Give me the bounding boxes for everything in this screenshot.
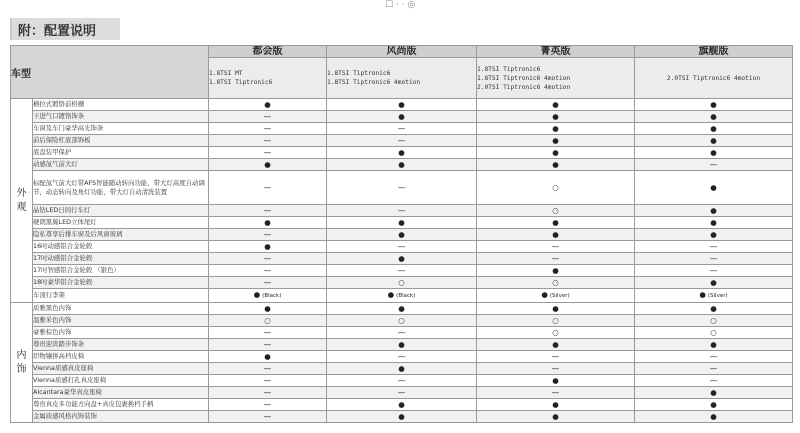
trim-header-row	[11, 46, 793, 58]
feature-availability: —	[209, 339, 327, 351]
trim-name: 旗舰版	[635, 46, 793, 58]
feature-availability: ●	[635, 99, 793, 111]
engine-list	[209, 58, 327, 99]
feature-row	[11, 253, 793, 265]
feature-name: Alcantara豪华真皮座椅	[33, 387, 209, 399]
feature-row	[11, 327, 793, 339]
feature-availability: ○	[327, 315, 477, 327]
feature-availability: ●	[635, 411, 793, 423]
feature-row	[11, 339, 793, 351]
feature-availability: —	[209, 111, 327, 123]
feature-availability: —	[477, 351, 635, 363]
feature-name: 17吋动感铝合金轮毂	[33, 253, 209, 265]
feature-availability: ●	[327, 111, 477, 123]
feature-name: 横拉式镀铬前格栅	[33, 99, 209, 111]
feature-availability: —	[327, 123, 477, 135]
feature-availability: ●	[327, 229, 477, 241]
feature-availability: ○	[327, 277, 477, 289]
engine-item: 2.0TSI Tiptronic6 4motion	[477, 83, 571, 91]
feature-availability: —	[635, 363, 793, 375]
category-char: 内	[16, 349, 27, 361]
feature-availability: —	[327, 387, 477, 399]
engine-item: 2.0TSI Tiptronic6 4motion	[666, 74, 761, 82]
feature-availability: ●	[327, 411, 477, 423]
feature-availability: ○	[635, 327, 793, 339]
feature-row	[11, 303, 793, 315]
feature-row	[11, 277, 793, 289]
feature-row	[11, 265, 793, 277]
feature-name: 前后保险杠底部饰板	[33, 135, 209, 147]
feature-name: 尊贵迎宾踏步饰条	[33, 339, 209, 351]
engine-item: 1.8TSI Tiptronic6	[477, 65, 541, 73]
feature-availability: ●	[209, 241, 327, 253]
feature-availability: —	[635, 159, 793, 171]
feature-availability: ●	[635, 217, 793, 229]
feature-availability: —	[327, 351, 477, 363]
feature-availability: ● (Black)	[327, 289, 477, 303]
feature-name: 动感氙气前大灯	[33, 159, 209, 171]
feature-row	[11, 289, 793, 303]
feature-name: 底盘装甲保护	[33, 147, 209, 159]
feature-row	[11, 315, 793, 327]
feature-availability: —	[635, 253, 793, 265]
feature-availability: ○	[477, 277, 635, 289]
feature-availability: ●	[327, 99, 477, 111]
feature-availability: ●	[477, 265, 635, 277]
feature-availability: ●	[635, 277, 793, 289]
feature-availability: ●	[635, 171, 793, 205]
feature-availability: —	[327, 205, 477, 217]
feature-row	[11, 375, 793, 387]
engine-item: 1.8TSI Tiptronic6	[327, 70, 391, 77]
feature-availability: —	[477, 387, 635, 399]
feature-availability: ●	[209, 159, 327, 171]
feature-availability: ●	[477, 339, 635, 351]
feature-availability: —	[209, 327, 327, 339]
feature-availability: ●	[635, 339, 793, 351]
feature-name: 尊贵真皮多功能方向盘+真皮包裹换档手柄	[33, 399, 209, 411]
feature-availability: ●	[477, 123, 635, 135]
feature-availability: —	[209, 265, 327, 277]
page-top-mark: ☐ · · ◎	[385, 0, 416, 10]
feature-availability: ●	[477, 135, 635, 147]
feature-availability: —	[327, 171, 477, 205]
feature-availability: ●	[477, 411, 635, 423]
feature-availability: —	[209, 135, 327, 147]
feature-availability: ●	[327, 147, 477, 159]
feature-availability: ●	[327, 339, 477, 351]
trim-name: 菁英版	[477, 46, 635, 58]
trim-name: 都会版	[209, 46, 327, 58]
category-char: 外	[16, 187, 27, 199]
feature-availability: ●	[327, 363, 477, 375]
category-char: 观	[16, 201, 27, 213]
feature-availability: —	[209, 229, 327, 241]
feature-availability: —	[209, 205, 327, 217]
feature-availability: ●	[327, 159, 477, 171]
feature-row	[11, 229, 793, 241]
feature-availability: ●	[477, 147, 635, 159]
feature-name: 晶钻LED日间行车灯	[33, 205, 209, 217]
configuration-table	[10, 45, 793, 423]
feature-availability: —	[327, 265, 477, 277]
engine-list	[635, 58, 793, 99]
feature-availability: ●	[477, 99, 635, 111]
engine-list	[477, 58, 635, 99]
feature-availability: ●	[327, 399, 477, 411]
feature-availability: ○	[635, 315, 793, 327]
feature-availability: —	[635, 375, 793, 387]
feature-availability: ●	[209, 99, 327, 111]
feature-availability: ○	[477, 315, 635, 327]
feature-row	[11, 351, 793, 363]
feature-availability: —	[209, 399, 327, 411]
feature-name: 金属质感风格内饰装饰	[33, 411, 209, 423]
feature-availability: ○	[477, 205, 635, 217]
feature-availability: —	[209, 277, 327, 289]
feature-availability: —	[209, 147, 327, 159]
feature-row	[11, 399, 793, 411]
feature-availability: —	[635, 241, 793, 253]
feature-availability: ●	[327, 303, 477, 315]
feature-row	[11, 171, 793, 205]
feature-availability: ●	[635, 123, 793, 135]
feature-row	[11, 217, 793, 229]
feature-name: 标配氙气前大灯带AFS智能随动转向功能，带大灯高度自动调节，动态转向及角灯功能，带大灯自动清洗装置	[33, 171, 209, 205]
engine-item: 1.8TSI Tiptronic6 4motion	[477, 74, 571, 82]
category-char: 饰	[16, 363, 27, 375]
feature-row	[11, 99, 793, 111]
feature-availability: ●	[635, 303, 793, 315]
feature-availability: ●	[477, 303, 635, 315]
feature-availability: ●	[209, 217, 327, 229]
feature-row	[11, 147, 793, 159]
page-title: 附：配置说明	[18, 24, 97, 39]
feature-availability: —	[477, 253, 635, 265]
feature-name: 车窗及车门豪华高光饰条	[33, 123, 209, 135]
feature-availability: —	[327, 241, 477, 253]
feature-name: Vienna质感真皮座椅	[33, 363, 209, 375]
feature-availability: ○	[209, 315, 327, 327]
feature-row	[11, 205, 793, 217]
feature-name: 17吋智感铝合金轮毂 （银色）	[33, 265, 209, 277]
feature-row	[11, 111, 793, 123]
feature-availability: —	[209, 123, 327, 135]
feature-name: Vienna质感打孔真皮座椅	[33, 375, 209, 387]
section-title-bar	[10, 18, 120, 40]
feature-availability: ●	[635, 229, 793, 241]
engine-item: 1.8TSI Tiptronic6	[209, 79, 273, 86]
feature-availability: —	[209, 375, 327, 387]
feature-availability: —	[327, 135, 477, 147]
feature-row	[11, 123, 793, 135]
feature-availability: ●	[477, 399, 635, 411]
feature-availability: ● (Silver)	[635, 289, 793, 303]
feature-availability: ●	[635, 135, 793, 147]
feature-availability: ●	[477, 375, 635, 387]
feature-availability: ●	[477, 159, 635, 171]
feature-availability: —	[635, 265, 793, 277]
feature-row	[11, 159, 793, 171]
feature-availability: —	[327, 375, 477, 387]
feature-name: 18吋豪华铝合金轮毂	[33, 277, 209, 289]
feature-availability: ○	[477, 171, 635, 205]
feature-name: 16吋动感铝合金轮毂	[33, 241, 209, 253]
feature-name: 硬朗黑翼LED立体尾灯	[33, 217, 209, 229]
feature-name: 织物镶拼高档皮椅	[33, 351, 209, 363]
feature-availability: —	[209, 387, 327, 399]
feature-availability: ●	[635, 399, 793, 411]
engine-list	[327, 58, 477, 99]
corner-label: 车型	[11, 46, 209, 99]
feature-availability: ●	[209, 351, 327, 363]
feature-row	[11, 241, 793, 253]
feature-availability: —	[209, 253, 327, 265]
feature-name: 车顶行李架	[33, 289, 209, 303]
engine-item: 1.8TSI Tiptronic6 4motion	[327, 79, 421, 86]
feature-availability: ●	[477, 217, 635, 229]
feature-availability: ●	[477, 229, 635, 241]
feature-availability: ●	[327, 217, 477, 229]
feature-row	[11, 387, 793, 399]
feature-availability: —	[209, 363, 327, 375]
feature-availability: ● (Silver)	[477, 289, 635, 303]
feature-availability: —	[635, 351, 793, 363]
feature-availability: ●	[635, 147, 793, 159]
feature-availability: —	[209, 171, 327, 205]
feature-availability: ●	[327, 253, 477, 265]
engine-item: 1.8TSI MT	[209, 70, 243, 77]
feature-availability: ●	[635, 387, 793, 399]
feature-availability: ● (Black)	[209, 289, 327, 303]
feature-availability: —	[477, 241, 635, 253]
feature-row	[11, 411, 793, 423]
category-label	[11, 99, 33, 303]
feature-availability: ○	[477, 327, 635, 339]
feature-availability: ●	[209, 303, 327, 315]
feature-name: 豪雅棕色内饰	[33, 327, 209, 339]
feature-availability: ●	[477, 111, 635, 123]
feature-name: 质雅黑色内饰	[33, 303, 209, 315]
feature-availability: ●	[635, 111, 793, 123]
feature-name: 温雅米色内饰	[33, 315, 209, 327]
feature-availability: —	[327, 327, 477, 339]
feature-availability: ●	[635, 205, 793, 217]
feature-name: 隐私尊享后排车窗及后风窗玻璃	[33, 229, 209, 241]
feature-availability: —	[209, 411, 327, 423]
feature-name: 下进气口镀铬饰条	[33, 111, 209, 123]
category-label	[11, 303, 33, 423]
feature-availability: —	[477, 363, 635, 375]
feature-row	[11, 363, 793, 375]
feature-row	[11, 135, 793, 147]
trim-name: 风尚版	[327, 46, 477, 58]
